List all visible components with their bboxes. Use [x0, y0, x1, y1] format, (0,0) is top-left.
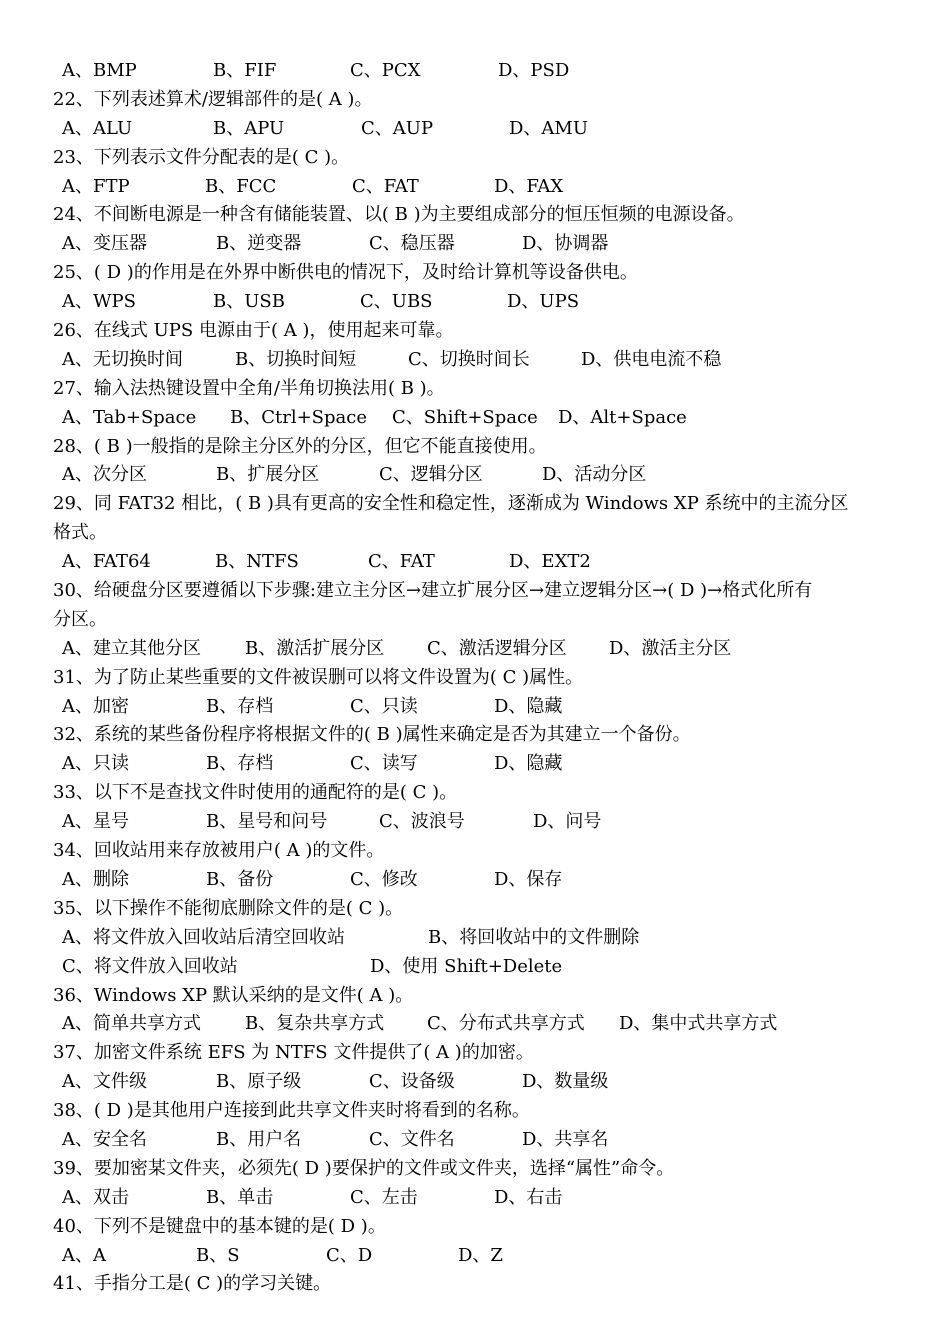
question-text: 34、回收站用来存放被用户( A )的文件。	[53, 840, 385, 862]
option-b: B、星号和问号	[206, 811, 328, 833]
option-a: A、建立其他分区	[62, 637, 201, 659]
option-a: A、BMP	[62, 60, 137, 81]
question-text: 29、同 FAT32 相比，( B )具有更高的安全性和稳定性，逐渐成为 Windows XP 系统中的主流分区	[53, 493, 849, 515]
option-b: B、将回收站中的文件删除	[428, 926, 640, 948]
option-c: C、文件名	[369, 1128, 455, 1150]
option-d: D、活动分区	[542, 464, 647, 486]
options-row	[0, 866, 950, 895]
option-c: C、波浪号	[379, 811, 465, 833]
option-b: B、存档	[206, 753, 274, 775]
option-b: B、单击	[206, 1186, 274, 1208]
options-row	[0, 230, 950, 259]
options-row	[0, 461, 950, 490]
option-a: A、双击	[62, 1186, 129, 1208]
option-d: D、供电电流不稳	[581, 348, 722, 370]
option-c: C、AUP	[361, 117, 434, 139]
option-d: D、Alt+Space	[558, 406, 687, 428]
question-continuation: 格式。	[53, 522, 107, 544]
option-a: A、只读	[62, 753, 129, 775]
option-a: A、星号	[62, 811, 129, 833]
options-row	[0, 693, 950, 722]
option-a: A、文件级	[62, 1071, 147, 1093]
question-text: 27、输入法热键设置中全角/半角切换法用( B )。	[53, 377, 445, 399]
options-row	[0, 1126, 950, 1155]
question-text: 36、Windows XP 默认采纳的是文件( A )。	[53, 984, 414, 1006]
option-c: C、只读	[350, 695, 418, 717]
option-c: C、D	[326, 1244, 373, 1266]
option-a: A、将文件放入回收站后清空回收站	[62, 926, 345, 948]
option-d: D、隐藏	[494, 753, 563, 775]
option-a: A、加密	[62, 695, 129, 717]
question-text: 28、( B )一般指的是除主分区外的分区，但它不能直接使用。	[53, 435, 547, 457]
option-a: A、无切换时间	[62, 348, 183, 370]
option-a: A、WPS	[62, 291, 136, 313]
question-text: 26、在线式 UPS 电源由于( A )，使用起来可靠。	[53, 320, 454, 342]
option-b: B、USB	[213, 291, 285, 313]
option-a: A、次分区	[62, 464, 147, 486]
option-b: B、扩展分区	[216, 464, 320, 486]
option-c: C、PCX	[350, 60, 421, 81]
option-c: C、切换时间长	[408, 348, 530, 370]
option-b: B、Ctrl+Space	[230, 406, 367, 428]
option-d: D、保存	[494, 868, 563, 890]
option-b: B、激活扩展分区	[245, 637, 385, 659]
option-b: B、原子级	[216, 1071, 302, 1093]
question-text: 35、以下操作不能彻底删除文件的是( C )。	[53, 897, 404, 919]
question-text: 33、以下不是查找文件时使用的通配符的是( C )。	[53, 782, 458, 804]
option-b: B、逆变器	[216, 233, 302, 255]
option-b: B、切换时间短	[235, 348, 357, 370]
option-c: C、稳压器	[369, 233, 455, 255]
option-d: D、问号	[533, 811, 602, 833]
options-row	[0, 953, 950, 982]
option-b: B、备份	[206, 868, 274, 890]
options-row	[0, 1184, 950, 1213]
option-c: C、激活逻辑分区	[427, 637, 567, 659]
option-b: D、使用 Shift+Delete	[370, 955, 563, 977]
option-a: A、FAT64	[62, 551, 151, 573]
option-b: B、S	[196, 1244, 240, 1266]
options-row	[0, 808, 950, 837]
option-b: B、用户名	[216, 1128, 302, 1150]
options-row	[0, 346, 950, 375]
options-row	[0, 173, 950, 202]
option-a: A、A	[62, 1244, 106, 1266]
option-d: D、共享名	[522, 1128, 609, 1150]
option-b: B、FIF	[213, 60, 277, 81]
option-c: C、Shift+Space	[392, 406, 538, 428]
option-b: B、FCC	[205, 175, 277, 197]
option-d: D、UPS	[507, 291, 580, 313]
option-a: A、ALU	[62, 117, 133, 139]
option-b: B、复杂共享方式	[245, 1013, 385, 1035]
option-c: C、修改	[350, 868, 418, 890]
option-a: A、Tab+Space	[62, 406, 197, 428]
option-d: D、右击	[494, 1186, 563, 1208]
option-c: C、FAT	[368, 551, 435, 573]
options-row	[0, 635, 950, 664]
option-d: D、EXT2	[509, 551, 591, 573]
option-d: D、PSD	[498, 60, 570, 81]
options-row	[0, 924, 950, 953]
option-d: D、激活主分区	[609, 637, 732, 659]
option-b: B、APU	[213, 117, 285, 139]
options-row	[0, 1010, 950, 1039]
options-row	[0, 115, 950, 144]
option-d: D、集中式共享方式	[619, 1013, 778, 1035]
question-text: 38、( D )是其他用户连接到此共享文件夹时将看到的名称。	[53, 1100, 530, 1122]
option-c: C、分布式共享方式	[427, 1013, 585, 1035]
option-c: C、UBS	[360, 291, 433, 313]
option-c: C、读写	[350, 753, 418, 775]
options-row	[0, 750, 950, 779]
question-text: 32、系统的某些备份程序将根据文件的( B )属性来确定是否为其建立一个备份。	[53, 724, 691, 746]
question-text: 40、下列不是键盘中的基本键的是( D )。	[53, 1215, 386, 1237]
option-a: A、删除	[62, 868, 129, 890]
options-row	[0, 288, 950, 317]
option-b: B、NTFS	[215, 551, 299, 573]
option-c: C、FAT	[352, 175, 419, 197]
option-d: D、数量级	[522, 1071, 609, 1093]
question-continuation: 分区。	[53, 608, 107, 630]
option-b: B、存档	[206, 695, 274, 717]
question-text: 39、要加密某文件夹，必须先( D )要保护的文件或文件夹，选择“属性”命令。	[53, 1157, 675, 1179]
option-c: C、左击	[350, 1186, 418, 1208]
question-text: 23、下列表示文件分配表的是( C )。	[53, 146, 350, 168]
option-a: A、变压器	[62, 233, 147, 255]
question-text: 31、为了防止某些重要的文件被误删可以将文件设置为( C )属性。	[53, 666, 584, 688]
question-text: 30、给硬盘分区要遵循以下步骤:建立主分区→建立扩展分区→建立逻辑分区→( D )→格式化所有	[53, 580, 813, 602]
options-row	[0, 404, 950, 433]
options-row	[0, 548, 950, 577]
option-c: C、逻辑分区	[379, 464, 483, 486]
document-page	[0, 57, 950, 1299]
options-row	[0, 1068, 950, 1097]
option-d: D、隐藏	[494, 695, 563, 717]
option-d: D、Z	[458, 1244, 503, 1266]
option-a: C、将文件放入回收站	[62, 955, 238, 977]
question-text: 24、不间断电源是一种含有储能装置、以( B )为主要组成部分的恒压恒频的电源设备。	[53, 204, 745, 226]
options-row	[0, 1242, 950, 1271]
option-a: A、安全名	[62, 1128, 147, 1150]
option-a: A、简单共享方式	[62, 1013, 201, 1035]
option-a: A、FTP	[62, 175, 130, 197]
question-text: 37、加密文件系统 EFS 为 NTFS 文件提供了( A )的加密。	[53, 1042, 534, 1064]
option-d: D、协调器	[522, 233, 609, 255]
option-d: D、AMU	[509, 117, 589, 139]
question-text: 25、( D )的作用是在外界中断供电的情况下，及时给计算机等设备供电。	[53, 262, 638, 284]
options-row	[0, 57, 950, 86]
question-text: 22、下列表述算术/逻辑部件的是( A )。	[53, 88, 373, 110]
option-d: D、FAX	[494, 175, 564, 197]
option-c: C、设备级	[369, 1071, 455, 1093]
question-text: 41、手指分工是( C )的学习关键。	[53, 1273, 332, 1295]
